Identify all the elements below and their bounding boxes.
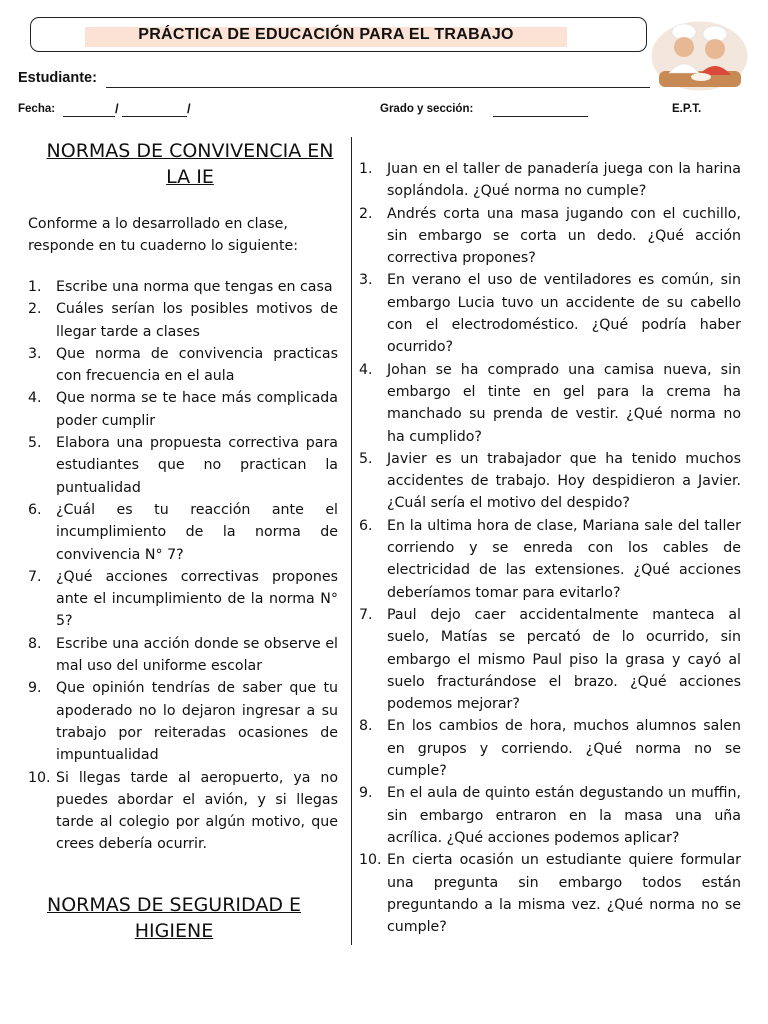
question-text: Elabora una propuesta correctiva para estudiantes que no practican la puntualidad xyxy=(56,435,338,496)
list-item xyxy=(28,276,338,298)
list-item xyxy=(28,343,338,388)
question-number: 6. xyxy=(28,501,42,518)
question-text: En el aula de quinto están degustando un muffin, sin embargo entraron en la masa una uña acrílica. ¿Qué acciones podemos aplicar? xyxy=(387,785,741,846)
children-chefs-photo xyxy=(651,21,748,91)
question-number: 10. xyxy=(359,852,382,869)
question-text: Escribe una norma que tengas en casa xyxy=(56,279,333,295)
grade-line[interactable] xyxy=(493,116,588,117)
column-divider xyxy=(351,137,352,945)
section1-intro: Conforme a lo desarrollado en clase, responde en tu cuaderno lo siguiente: xyxy=(28,216,299,254)
page-title: PRÁCTICA DE EDUCACIÓN PARA EL TRABAJO xyxy=(138,26,514,43)
section2-question-list xyxy=(359,158,741,938)
question-number: 3. xyxy=(359,272,373,289)
question-number: 4. xyxy=(359,361,373,378)
list-item xyxy=(28,677,338,766)
section2-title: NORMAS DE SEGURIDAD E HIGIENE xyxy=(46,894,301,942)
section1-title: NORMAS DE CONVIVENCIA EN LA IE xyxy=(46,140,334,188)
question-text: En la ultima hora de clase, Mariana sale del taller corriendo y se enreda con los cables de electricidad de las extensiones. ¿Qué acciones deberíamos tomar para evitarlo? xyxy=(387,517,741,601)
list-item xyxy=(359,203,741,270)
question-number: 7. xyxy=(359,606,373,623)
dough xyxy=(691,73,711,81)
list-item xyxy=(28,432,338,499)
date-month-line[interactable] xyxy=(122,116,187,117)
list-item xyxy=(359,849,741,938)
list-item xyxy=(28,298,338,343)
question-text: Que norma de convivencia practicas con frecuencia en el aula xyxy=(56,345,338,385)
question-text: Andrés corta una masa jugando con el cuchillo, sin embargo se corta un dedo. ¿Qué acción correctiva propones? xyxy=(387,205,741,267)
question-number: 9. xyxy=(28,680,42,697)
question-number: 5. xyxy=(28,435,42,452)
question-number: 3. xyxy=(28,345,42,362)
question-number: 1. xyxy=(28,279,42,295)
list-item xyxy=(359,359,741,448)
question-text: Juan en el taller de panadería juega con la harina soplándola. ¿Qué norma no cumple? xyxy=(387,161,741,200)
question-number: 2. xyxy=(359,205,373,222)
question-number: 6. xyxy=(359,517,373,534)
question-text: En verano el uso de ventiladores es común, sin embargo Lucia tuvo un accidente de su cabello con el electrodoméstico. ¿Qué podría haber ocurrido? xyxy=(387,272,741,356)
student-name-line[interactable] xyxy=(106,87,650,88)
list-item xyxy=(359,515,741,604)
question-number: 10. xyxy=(28,769,51,786)
question-text: Que opinión tendrías de saber que tu apoderado no lo dejaron ingresar a su trabajo por reiteradas ocasiones de impuntualidad xyxy=(56,680,338,764)
list-item xyxy=(359,782,741,849)
course-label: E.P.T. xyxy=(672,103,702,115)
question-text: Cuáles serían los posibles motivos de llegar tarde a clases xyxy=(56,301,338,340)
question-text: Si llegas tarde al aeropuerto, ya no puedes abordar el avión, y si llegas tarde al colegio por algún motivo, que crees debería ocurrir. xyxy=(56,769,338,853)
question-text: Paul dejo caer accidentalmente manteca al suelo, Matías se percató de lo ocurrido, sin embargo el mismo Paul piso la grasa y cayó al suelo fracturándose el brazo. ¿Qué acciones podemos mejorar? xyxy=(387,606,741,713)
section1-question-list xyxy=(28,276,338,856)
child-face-right xyxy=(705,39,725,59)
list-item xyxy=(359,715,741,782)
question-number: 9. xyxy=(359,785,373,802)
student-label: Estudiante: xyxy=(18,70,97,86)
question-number: 8. xyxy=(28,635,42,652)
date-label: Fecha: xyxy=(18,103,56,115)
question-text: Javier es un trabajador que ha tenido muchos accidentes de trabajo. Hoy despidieron a Javier. ¿Cuál sería el motivo del despido? xyxy=(387,450,741,512)
list-item xyxy=(359,604,741,715)
question-text: Escribe una acción donde se observe el mal uso del uniforme escolar xyxy=(56,635,338,675)
question-number: 8. xyxy=(359,718,373,735)
list-item xyxy=(359,269,741,358)
question-text: ¿Qué acciones correctivas propones ante el incumplimiento de la norma N° 5? xyxy=(56,568,338,630)
child-face-left xyxy=(674,37,694,57)
question-text: ¿Cuál es tu reacción ante el incumplimiento de la norma de convivencia N° 7? xyxy=(56,501,338,563)
list-item xyxy=(28,767,338,856)
question-number: 4. xyxy=(28,390,42,407)
date-day-line[interactable] xyxy=(63,116,115,117)
question-text: En los cambios de hora, muchos alumnos salen en grupos y corriendo. ¿Qué norma no se cumple? xyxy=(387,718,741,780)
list-item xyxy=(28,566,338,633)
date-separator: / xyxy=(187,101,191,116)
list-item xyxy=(28,499,338,566)
question-number: 2. xyxy=(28,301,42,318)
date-separator: / xyxy=(115,101,119,116)
question-number: 1. xyxy=(359,161,373,177)
list-item xyxy=(28,633,338,678)
list-item xyxy=(359,158,741,203)
question-text: Johan se ha comprado una camisa nueva, sin embargo el tinte en gel para la crema ha manchado su prenda de vestir. ¿Qué norma no ha cumplido? xyxy=(387,361,741,445)
question-number: 7. xyxy=(28,568,42,585)
question-number: 5. xyxy=(359,450,373,467)
list-item xyxy=(359,448,741,515)
question-text: En cierta ocasión un estudiante quiere formular una pregunta sin embargo todos están preguntando a la misma vez. ¿Qué norma no se cumple? xyxy=(387,852,741,936)
question-text: Que norma se te hace más complicada poder cumplir xyxy=(56,390,338,429)
list-item xyxy=(28,387,338,432)
grade-label: Grado y sección: xyxy=(380,103,474,115)
